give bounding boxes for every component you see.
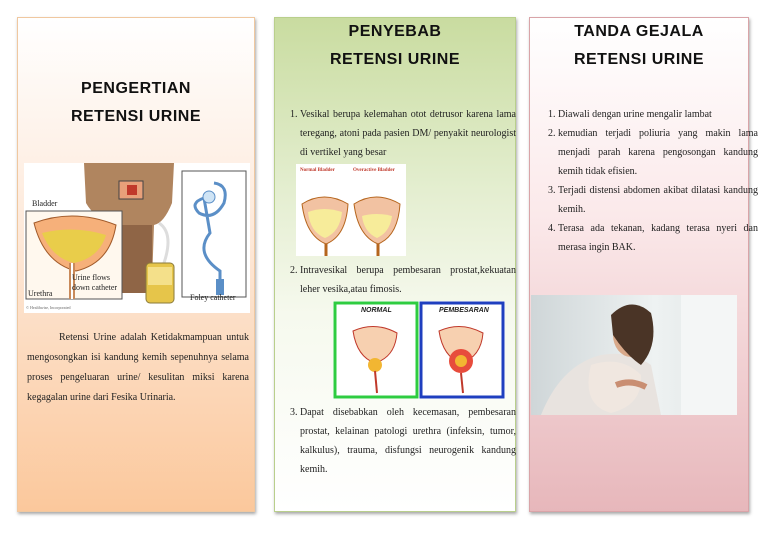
woman-in-pain-photo bbox=[531, 295, 737, 415]
symptoms-title-line1: TANDA GEJALA bbox=[574, 23, 704, 40]
symptoms-title-line2: RETENSI URINE bbox=[573, 51, 705, 68]
symptom-item-2: 2. kemudian terjadi poliuria yang makin lama menjadi parah karena pengosongan kandung kemih tidak efisien. bbox=[558, 124, 758, 181]
panel-symptoms bbox=[529, 17, 758, 512]
panel-causes bbox=[274, 17, 516, 512]
label-overactive-bladder: Overactive Bladder bbox=[353, 168, 395, 173]
symptoms-title bbox=[530, 18, 748, 74]
label-bladder: Bladder bbox=[32, 199, 58, 208]
woman-photo-drawing bbox=[531, 295, 737, 415]
catheter-drawing bbox=[24, 163, 250, 313]
label-urethra: Urethra bbox=[28, 289, 53, 298]
label-normal: NORMAL bbox=[361, 307, 392, 314]
definition-title bbox=[18, 75, 254, 131]
causes-title bbox=[275, 18, 515, 74]
catheter-illustration bbox=[24, 163, 250, 313]
causes-list-part3 bbox=[282, 403, 516, 479]
definition-title-line1: PENGERTIAN bbox=[81, 80, 191, 97]
cause-item-3: 3. Dapat disebabkan oleh kecemasan, pembesaran prostat, kelainan patologi urethra (infeksin, tumor, kalkulus), trauma, disfungsi neurogenik kandung kemih. bbox=[300, 403, 516, 479]
causes-title-line1: PENYEBAB bbox=[348, 23, 442, 40]
symptom-item-1: 1. Diawali dengan urine mengalir lambat bbox=[558, 105, 758, 124]
definition-title-line2: RETENSI URINE bbox=[70, 108, 202, 125]
label-foley: Foley catheter bbox=[190, 293, 236, 302]
label-credit: © Healthwise, Incorporated bbox=[26, 305, 71, 310]
definition-paragraph: Retensi Urine adalah Ketidakmampuan untuk mengosongkan isi kandung kemih sepenuhnya selama proses pengeluaran urine/ kesulitan miksi karena kegagalan urine dari Fesika Urinaria. bbox=[27, 332, 249, 403]
bladder-comparison-image bbox=[296, 164, 406, 256]
cause-item-1: 1. Vesikal berupa kelemahan otot detrusor karena lama teregang, atoni pada pasien DM/ penyakit neurologist di vertikel yang besar bbox=[300, 105, 516, 162]
symptom-item-4: 4. Terasa ada tekanan, kadang terasa nyeri dan merasa ingin BAK. bbox=[558, 219, 758, 257]
label-pembesaran: PEMBESARAN bbox=[439, 307, 489, 314]
causes-list-part1 bbox=[282, 105, 516, 162]
label-down-catheter: down catheter bbox=[72, 283, 118, 292]
label-urine-flows: Urine flows bbox=[72, 273, 110, 282]
symptoms-list bbox=[540, 105, 758, 257]
prostate-comparison-image bbox=[333, 301, 505, 399]
symptom-item-3: 3. Terjadi distensi abdomen akibat dilatasi kandung kemih. bbox=[558, 181, 758, 219]
label-normal-bladder: Normal Bladder bbox=[300, 168, 335, 173]
bladder-comparison-drawing bbox=[296, 164, 406, 256]
causes-title-line2: RETENSI URINE bbox=[329, 51, 461, 68]
cause-item-2: 2. Intravesikal berupa pembesaran prostat,kekuatan leher vesika,atau fimosis. bbox=[300, 261, 516, 299]
panel-definition bbox=[17, 17, 255, 512]
prostate-comparison-drawing bbox=[333, 301, 505, 399]
causes-list-part2 bbox=[282, 261, 516, 299]
